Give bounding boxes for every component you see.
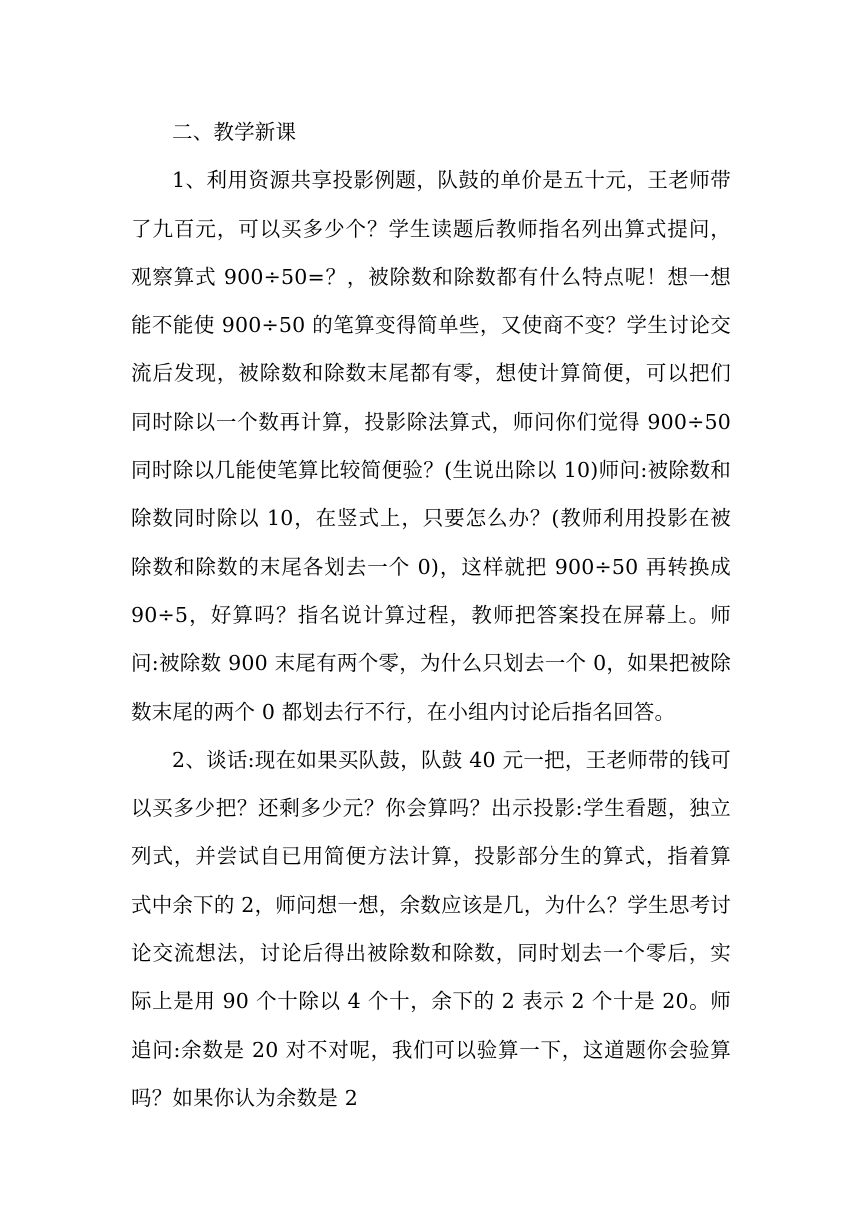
paragraph-2: 2、谈话:现在如果买队鼓，队鼓 40 元一把，王老师带的钱可以买多少把？还剩多少元？你会算吗？出示投影:学生看题，独立列式，并尝试自已用简便方法计算，投影部分生的算式，指着算式中余下的 2，师问想一想，余数应该是几，为什么？学生思考讨论交流想法，讨论后得出被除数和除数，同时划去一个零后，实际上是用 90 个十除以 4 个十，余下的 2 表示 2 个十是 20。师追问:余数是 20 对不对呢，我们可以验算一下，这道题你会验算吗？如果你认为余数是 2 bbox=[131, 747, 731, 1110]
document-body bbox=[131, 108, 731, 1122]
paragraph-1: 1、利用资源共享投影例题，队鼓的单价是五十元，王老师带了九百元，可以买多少个？学生读题后教师指名列出算式提问，观察算式 900÷50=？，被除数和除数都有什么特点呢！想一想能不能使 900÷50 的笔算变得简单些，又使商不变？学生讨论交流后发现，被除数和除数末尾都有零，想使计算简便，可以把们同时除以一个数再计算，投影除法算式，师问你们觉得 900÷50 同时除以几能使笔算比较简便验？(生说出除以 10)师问:被除数和除数同时除以 10，在竖式上，只要怎么办？(教师利用投影在被除数和除数的末尾各划去一个 0)，这样就把 900÷50 再转换成 90÷5，好算吗？指名说计算过程，教师把答案投在屏幕上。师问:被除数 900 末尾有两个零，为什么只划去一个 0，如果把被除数末尾的两个 0 都划去行不行，在小组内讨论后指名回答。 bbox=[131, 168, 731, 724]
section-heading: 二、教学新课 bbox=[172, 120, 297, 144]
